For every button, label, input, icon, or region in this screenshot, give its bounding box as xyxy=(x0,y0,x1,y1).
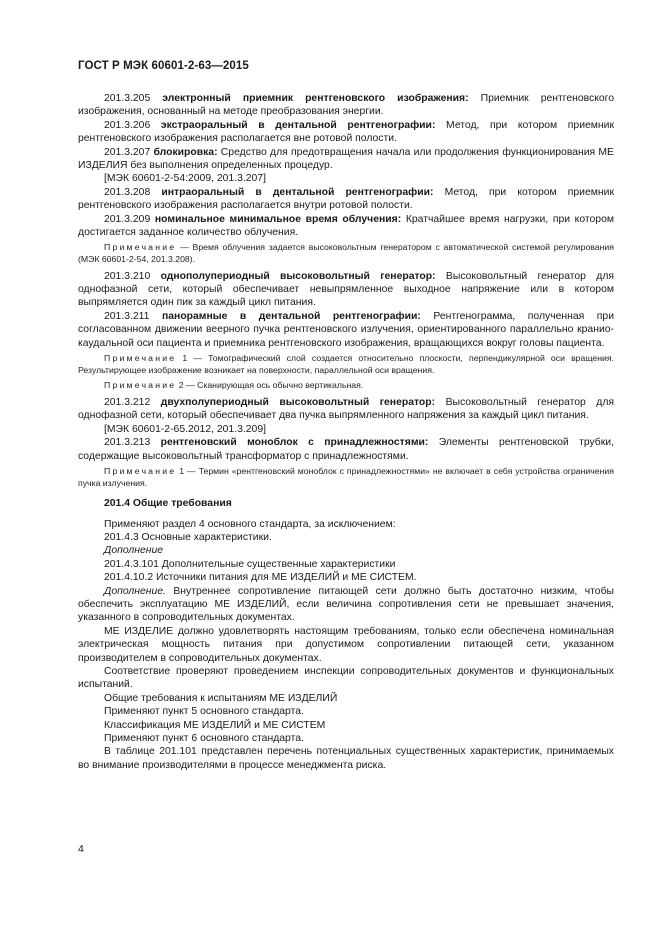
note-text: 2 — Сканирующая ось обычно вертикальная. xyxy=(178,380,364,391)
general-line-13: В таблице 201.101 представлен перечень потенциальных существенных характеристик, принимаемых во внимание производителями в процессе менеджмента риска. xyxy=(78,746,614,771)
page-number: 4 xyxy=(78,843,84,855)
general-line-1: Применяют раздел 4 основного стандарта, за исключением: xyxy=(104,518,396,530)
term: номинальное минимальное время облучения: xyxy=(154,213,402,225)
general-line-12: Применяют пункт 6 основного стандарта. xyxy=(104,733,304,744)
clause-number: 201.3.205 xyxy=(104,93,151,104)
general-line-9: Общие требования к испытаниям МЕ ИЗДЕЛИЙ xyxy=(104,692,338,704)
general-line-11: Классификация МЕ ИЗДЕЛИЙ и МЕ СИСТЕМ xyxy=(104,719,326,731)
note-label: Примечание xyxy=(104,242,177,253)
definition-201-3-209 xyxy=(78,213,614,240)
note-201-3-209 xyxy=(78,242,614,265)
definition-201-3-208 xyxy=(78,186,614,213)
reference-201-3-207: [МЭК 60601-2-54:2009, 201.3.207] xyxy=(104,173,266,185)
clause-number: 201.3.207 xyxy=(104,146,151,158)
note-201-3-211-2 xyxy=(78,380,614,392)
term: электронный приемник рентгеновского изображения: xyxy=(162,93,469,104)
note-text: — Время облучения задается высоковольтным генератором с автоматической системой регулирования (МЭК 60601-2-54, 201.3.208). xyxy=(78,242,614,265)
term: интраоральный в дентальной рентгенографии: xyxy=(161,186,434,198)
definition-text: Элементы рентгеновской трубки, содержащие высоковольтный трансформатор с принадлежностями. xyxy=(78,437,614,462)
general-line-5: 201.4.10.2 Источники питания для МЕ ИЗДЕЛИЙ и МЕ СИСТЕМ. xyxy=(104,572,417,584)
definition-text: Средство для предотвращения начала или продолжения функционирования МЕ ИЗДЕЛИЯ без выполнения определенных процедур. xyxy=(78,146,614,172)
term: блокировка: xyxy=(153,146,218,158)
definition-text: Высоковольтный генератор для однофазной сети, который обеспечивает невыпрямленное выходное напряжение или в котором выпрямляется один пик за каждый цикл питания. xyxy=(78,270,615,309)
term: панорамные в дентальной рентгенографии: xyxy=(161,310,421,322)
term: однополупериодный высоковольтный генератор: xyxy=(160,270,436,282)
definition-201-3-207 xyxy=(78,146,614,173)
definition-text: Кратчайшее время нагрузки, при котором достигается заданное количество облучения. xyxy=(78,213,615,239)
addition-label: Дополнение xyxy=(104,545,163,557)
clause-number: 201.3.211 xyxy=(104,310,150,322)
term: рентгеновский моноблок с принадлежностями: xyxy=(160,437,429,449)
definition-201-3-213 xyxy=(78,436,614,463)
note-text: 1 — Томографический слой создается относительно плоскости, перпендикулярной оси вращения. Результирующее изображение возникает на поверхности, параллельной оси вращения. xyxy=(78,353,614,375)
general-line-6 xyxy=(78,585,614,625)
definition-201-3-211 xyxy=(78,310,614,350)
note-label: Примечание xyxy=(104,465,177,476)
definition-text: Приемник рентгеновского изображения, основанный на методе преобразования энергии. xyxy=(78,93,615,118)
note-text: 1 — Термин «рентгеновский моноблок с принадлежностями» не включает в себя устройства ограничения пучка излучения. xyxy=(78,465,614,488)
note-201-3-213 xyxy=(78,466,614,489)
definition-text: Высоковольтный генератор для однофазной сети, который обеспечивает два пучка выпрямленного напряжения за каждый цикл питания. xyxy=(78,396,615,422)
general-line-8: Соответствие проверяют проведением инспекции сопроводительных документов и функциональных испытаний. xyxy=(78,665,614,691)
definition-text: Рентгенограмма, полученная при согласованном движении веерного пучка рентгеновского излучения, ориентированного параллельно кранио-каудальной оси пациента и приемника рентгеновского изображения, вращающихся вокруг головы пациента. xyxy=(78,310,615,349)
definition-201-3-205 xyxy=(78,92,614,119)
definition-text: Метод, при котором приемник рентгеновского изображения располагается вне ротовой полости. xyxy=(78,119,615,145)
clause-number: 201.3.209 xyxy=(104,213,151,225)
addition-label-inline: Дополнение. xyxy=(104,585,166,597)
term: экстраоральный в дентальной рентгенографии: xyxy=(160,119,436,131)
reference-201-3-212: [МЭК 60601-2-65.2012, 201.3.209] xyxy=(104,423,266,435)
paragraph-text: Внутреннее сопротивление питающей сети должно быть достаточно низким, чтобы обеспечить эксплуатацию МЕ ИЗДЕЛИЙ, если величина сопротивления сети не превышает значения, указанного в сопроводительных документах. xyxy=(78,585,615,624)
clause-number: 201.3.210 xyxy=(104,270,151,282)
clause-number: 201.3.212 xyxy=(104,396,151,408)
document-body xyxy=(78,92,614,772)
general-line-4: 201.4.3.101 Дополнительные существенные характеристики xyxy=(104,558,396,570)
definition-201-3-212 xyxy=(78,396,614,423)
note-label: Примечание xyxy=(104,353,177,364)
general-line-7: МЕ ИЗДЕЛИЕ должно удовлетворять настоящим требованиям, только если обеспечена номинальная электрическая мощность питания при допустимом сопротивлении питающей сети, указанном производителем в сопроводительных документах. xyxy=(78,625,614,664)
definition-201-3-210 xyxy=(78,270,614,310)
clause-number: 201.3.206 xyxy=(104,119,151,131)
section-heading-201-4: 201.4 Общие требования xyxy=(104,498,232,510)
term: двухполупериодный высоковольтный генератор: xyxy=(160,396,436,408)
general-line-10: Применяют пункт 5 основного стандарта. xyxy=(104,706,304,718)
standard-header: ГОСТ Р МЭК 60601-2-63—2015 xyxy=(78,60,249,72)
general-line-2: 201.4.3 Основные характеристики. xyxy=(104,531,272,543)
note-201-3-211-1 xyxy=(78,353,614,376)
clause-number: 201.3.208 xyxy=(104,186,151,198)
note-label: Примечание xyxy=(104,380,177,391)
clause-number: 201.3.213 xyxy=(104,437,151,449)
definition-201-3-206 xyxy=(78,119,614,146)
definition-text: Метод, при котором приемник рентгеновского изображения располагается внутри ротовой полости. xyxy=(78,186,614,212)
